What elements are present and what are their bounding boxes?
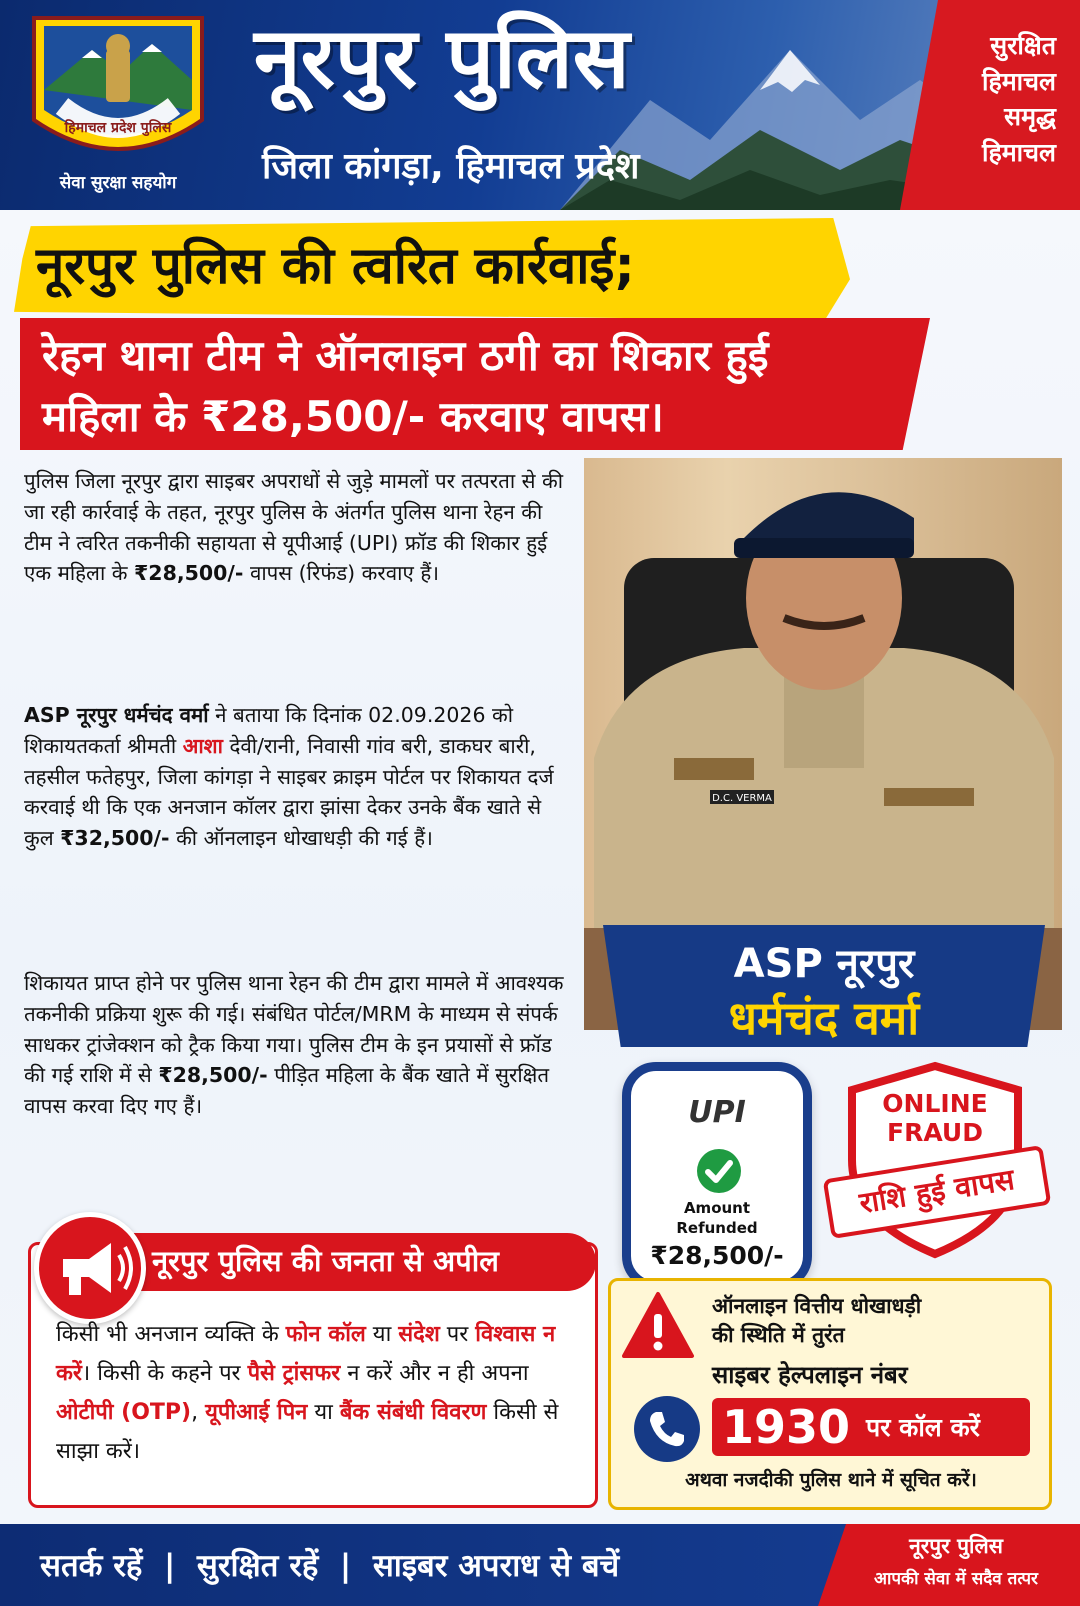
refund-stamp: राशि हुई वापस	[823, 1145, 1052, 1239]
emblem-motto: सेवा सुरक्षा सहयोग	[59, 173, 177, 193]
headline-subtitle-line-2: महिला के ₹28,500/- करवाए वापस।	[42, 391, 664, 441]
paragraph-1-amount: ₹28,500/-	[134, 561, 244, 586]
appeal-text-7: या	[307, 1399, 340, 1425]
appeal-highlight-7: बैंक संबंधी विवरण	[339, 1399, 487, 1425]
officer-designation: ASP नूरपुर	[733, 941, 915, 987]
appeal-title: नूरपुर पुलिस की जनता से अपील	[152, 1244, 499, 1278]
paragraph-3-text-b: पीड़ित महिला के बैंक खाते में सुरक्षित वापस करवा दिए गए हैं।	[24, 1063, 550, 1118]
refund-label-line-2: Refunded	[676, 1218, 758, 1237]
tagline	[920, 28, 1070, 170]
paragraph-3-text-a: शिकायत प्राप्त होने पर पुलिस थाना रेहन की टीम द्वारा मामले में आवश्यक तकनीकी प्रक्रिया शुरू की गई। संबंधित पोर्टल/MRM के माध्यम से संपर्क साधकर ट्रांजेक्शन को ट्रैक किया गया। पुलिस टीम के इन प्रयासों से फ्रॉड की गई राशि में से	[24, 971, 564, 1088]
helpline-intro-line-2: की स्थिति में तुरंत	[712, 1323, 845, 1348]
appeal-text-4: । किसी के कहने पर	[81, 1360, 248, 1386]
paragraph-2	[24, 700, 564, 854]
paragraph-3	[24, 968, 564, 1122]
footer-brand: नूरपुर पुलिस	[909, 1534, 1003, 1558]
officer-name-tag: D.C. VERMA	[712, 793, 772, 804]
headline-subtitle-line-1: रेहन थाना टीम ने ऑनलाइन ठगी का शिकार हुई	[42, 331, 769, 380]
tagline-line-2: हिमाचल	[981, 66, 1056, 96]
appeal-text-2: या	[365, 1322, 399, 1347]
refund-amount: ₹28,500/-	[650, 1241, 784, 1270]
check-icon	[697, 1149, 741, 1193]
paragraph-2-amount: ₹32,500/-	[60, 826, 170, 850]
appeal-highlight-5: ओटीपी (OTP)	[56, 1399, 192, 1425]
fraud-badge-line-1: ONLINE	[882, 1089, 988, 1118]
appeal-highlight-1: फोन कॉल	[285, 1322, 366, 1347]
emblem-ring-text: हिमाचल प्रदेश पुलिस	[64, 120, 172, 136]
appeal-highlight-4: पैसे ट्रांसफर	[247, 1360, 341, 1386]
appeal-highlight-3: विश्वास न करें	[56, 1322, 556, 1386]
helpline-intro	[712, 1292, 1052, 1351]
fraud-badge-line-2: FRAUD	[887, 1117, 983, 1147]
tagline-line-1: सुरक्षित	[990, 31, 1056, 60]
headline-title: नूरपुर पुलिस की त्वरित कार्रवाई;	[36, 237, 635, 296]
appeal-text-8: किसी से साझा करें।	[56, 1399, 559, 1464]
phone-illustration	[622, 1062, 812, 1290]
helpline-footer: अथवा नजदीकी पुलिस थाने में सूचित करें।	[685, 1469, 977, 1491]
appeal-text-1: किसी भी अनजान व्यक्ति के	[56, 1322, 286, 1347]
appeal-highlight-2: संदेश	[398, 1322, 440, 1347]
helpline-intro-line-1: ऑनलाइन वित्तीय धोखाधड़ी	[712, 1294, 922, 1318]
appeal-text-6: ,	[191, 1399, 206, 1425]
page-subtitle: जिला कांगड़ा, हिमाचल प्रदेश	[262, 146, 640, 187]
appeal-text	[56, 1316, 586, 1472]
appeal-text-5: न करें और न ही अपना	[340, 1360, 529, 1386]
helpline-number[interactable]: 1930	[722, 1400, 851, 1454]
megaphone-icon	[34, 1212, 146, 1324]
tagline-line-4: हिमाचल	[981, 137, 1056, 167]
helpline-heading: साइबर हेल्पलाइन नंबर	[712, 1361, 908, 1389]
paragraph-2-text-a: ने बताया कि दिनांक 02.09.2026 को शिकायतकर्ता श्रीमती	[24, 703, 514, 758]
upi-logo: UPI	[688, 1095, 746, 1130]
paragraph-3-amount: ₹28,500/-	[158, 1063, 268, 1088]
appeal-highlight-6: यूपीआई पिन	[205, 1399, 308, 1425]
paragraph-1-end: वापस (रिफंड) करवाए हैं।	[243, 561, 439, 586]
paragraph-1-text: पुलिस जिला नूरपुर द्वारा साइबर अपराधों से जुड़े मामलों पर तत्परता से की जा रही कार्रवाई के तहत, नूरपुर पुलिस के अंतर्गत पुलिस थाना रेहन की टीम ने त्वरित तकनीकी सहायता से यूपीआई (UPI) फ्रॉड की शिकार हुई एक महिला के	[24, 469, 564, 586]
refund-label	[631, 1199, 803, 1238]
page-title: नूरपुर पुलिस	[254, 9, 630, 107]
fraud-badge	[840, 1090, 1030, 1148]
helpline-call-text: पर कॉल करें	[866, 1413, 980, 1442]
refund-label-line-1: Amount	[683, 1199, 751, 1217]
footer-brand-sub: आपकी सेवा में सदैव तत्पर	[873, 1569, 1039, 1589]
paragraph-2-text-c: की ऑनलाइन धोखाधड़ी की गई हैं।	[169, 826, 433, 850]
officer-name: धर्मचंद वर्मा	[728, 991, 920, 1045]
appeal-text-3: पर	[439, 1322, 476, 1347]
police-emblem	[22, 10, 214, 196]
paragraph-2-text-b: देवी/रानी, निवासी गांव बरी, डाकघर बारी, तहसील फतेहपुर, जिला कांगड़ा ने साइबर क्राइम पोर्टल पर शिकायत दर्ज करवाई थी कि एक अनजान कॉलर द्वारा झांसा देकर उनके बैंक खाते से कुल	[24, 733, 554, 850]
tagline-line-3: समृद्ध	[1004, 102, 1056, 131]
paragraph-2-highlight: आशा	[182, 733, 223, 758]
headline-subtitle	[42, 326, 902, 448]
warning-icon	[620, 1290, 696, 1360]
paragraph-2-officer: ASP नूरपुर धर्मचंद वर्मा	[24, 703, 209, 727]
footer-slogan: सतर्क रहें | सुरक्षित रहें | साइबर अपराध से बचें	[40, 1548, 620, 1584]
paragraph-1	[24, 466, 564, 589]
phone-icon	[634, 1396, 700, 1462]
